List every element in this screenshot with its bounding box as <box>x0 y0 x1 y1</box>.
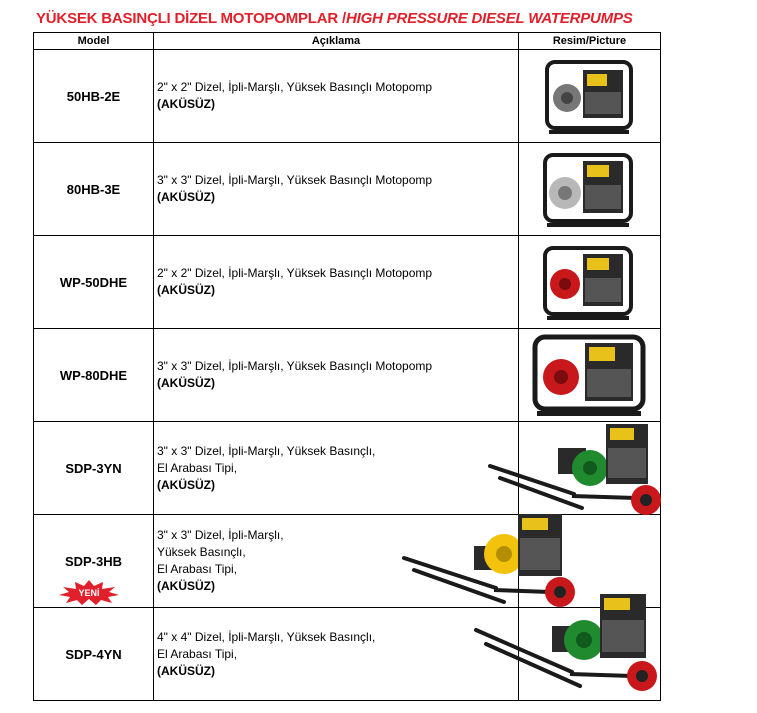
column-header-picture: Resim/Picture <box>519 33 661 50</box>
new-badge-label: YENİ <box>78 588 100 598</box>
wheelbarrow-pump-icon <box>472 590 660 700</box>
model-cell: WP-50DHE <box>34 236 154 329</box>
table-row <box>34 143 661 236</box>
battery-note: (AKÜSÜZ) <box>157 97 215 111</box>
description-line: 4" x 4" Dizel, İpli-Marşlı, Yüksek Basınçlı, <box>157 629 376 644</box>
description-line: El Arabası Tipi, <box>157 562 238 576</box>
table-header-row <box>34 33 661 50</box>
framed-diesel-pump-icon <box>529 331 649 421</box>
description-cell <box>154 608 519 701</box>
battery-note: (AKÜSÜZ) <box>157 190 215 204</box>
table-row <box>34 236 661 329</box>
page-title <box>36 10 633 27</box>
battery-note: (AKÜSÜZ) <box>157 283 215 297</box>
table-row <box>34 50 661 143</box>
picture-cell <box>519 50 661 143</box>
description-line: El Arabası Tipi, <box>157 646 238 661</box>
column-header-description: Açıklama <box>154 33 519 50</box>
description-cell <box>154 50 519 143</box>
description-cell <box>154 329 519 422</box>
description-cell <box>154 422 519 515</box>
picture-cell <box>519 143 661 236</box>
description-line: El Arabası Tipi, <box>157 460 238 475</box>
description-line: Yüksek Basınçlı, <box>157 545 246 559</box>
battery-note: (AKÜSÜZ) <box>157 579 215 593</box>
picture-cell <box>519 236 661 329</box>
battery-note: (AKÜSÜZ) <box>157 376 215 390</box>
battery-note: (AKÜSÜZ) <box>157 477 215 492</box>
new-badge-icon <box>58 579 120 605</box>
picture-cell <box>519 329 661 422</box>
model-cell: 50HB-2E <box>34 50 154 143</box>
description-line: 3" x 3" Dizel, İpli-Marşlı, <box>157 528 284 542</box>
description-cell <box>154 236 519 329</box>
framed-diesel-pump-icon <box>541 56 637 138</box>
model-cell: SDP-4YN <box>34 608 154 701</box>
model-label: SDP-3HB <box>64 553 123 569</box>
wheelbarrow-pump-icon <box>486 418 662 524</box>
model-cell <box>34 515 154 608</box>
description-line: 3" x 3" Dizel, İpli-Marşlı, Yüksek Basınçlı Motopomp <box>157 173 433 187</box>
framed-diesel-pump-icon <box>539 242 637 324</box>
title-english: HIGH PRESSURE DIESEL WATERPUMPS <box>345 10 633 27</box>
title-turkish: YÜKSEK BASINÇLI DİZEL MOTOPOMPLAR / <box>36 10 346 27</box>
description-line: 2" x 2" Dizel, İpli-Marşlı, Yüksek Basınçlı Motopomp <box>157 266 433 280</box>
model-cell: SDP-3YN <box>34 422 154 515</box>
column-header-model: Model <box>34 33 154 50</box>
model-cell: 80HB-3E <box>34 143 154 236</box>
description-line: 3" x 3" Dizel, İpli-Marşlı, Yüksek Basınçlı Motopomp <box>157 359 433 373</box>
battery-note: (AKÜSÜZ) <box>157 663 215 678</box>
framed-diesel-pump-icon <box>539 149 637 231</box>
description-cell <box>154 143 519 236</box>
model-cell: WP-80DHE <box>34 329 154 422</box>
description-line: 3" x 3" Dizel, İpli-Marşlı, Yüksek Basınçlı, <box>157 443 376 458</box>
description-line: 2" x 2" Dizel, İpli-Marşlı, Yüksek Basınçlı Motopomp <box>157 80 433 94</box>
table-row <box>34 329 661 422</box>
